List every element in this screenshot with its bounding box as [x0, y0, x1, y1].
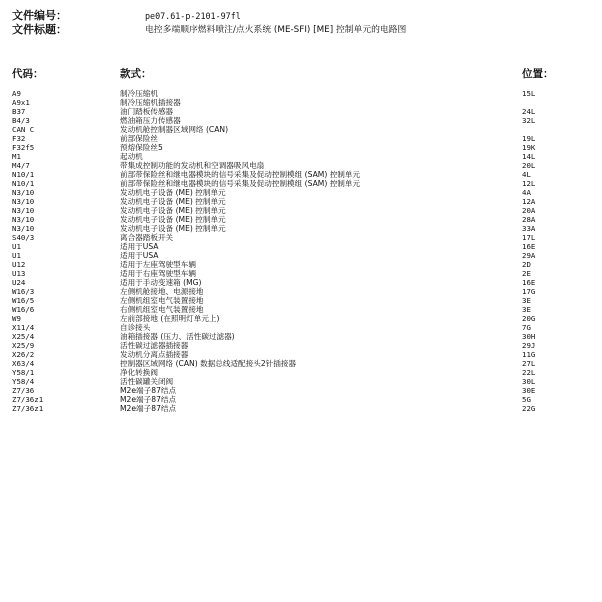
table-row	[0, 359, 602, 368]
row-description: 油箱插接器 (压力、活性碳过滤器)	[120, 332, 235, 341]
doc-title-value: 电控多端顺序燃料喷注/点火系统 (ME-SFI) [ME] 控制单元的电路图	[145, 25, 407, 35]
table-row	[0, 107, 602, 116]
row-position: 33A	[522, 224, 536, 233]
row-code: A9	[12, 89, 21, 98]
row-description: 左侧机组室电气装置接地	[120, 296, 204, 305]
table-row	[0, 233, 602, 242]
table-row	[0, 188, 602, 197]
row-code: S40/3	[12, 233, 35, 242]
row-description: 带集成控制功能的发动机和空调器吸风电扇	[120, 161, 265, 170]
row-description: 起动机	[120, 152, 143, 161]
row-description: M2e端子87结点	[120, 404, 177, 413]
table-row	[0, 260, 602, 269]
row-description: 油门踏板传感器	[120, 107, 174, 116]
row-code: U13	[12, 269, 26, 278]
table-row	[0, 278, 602, 287]
row-position: 2E	[522, 269, 531, 278]
table-row	[0, 350, 602, 359]
row-code: X63/4	[12, 359, 35, 368]
row-code: X25/9	[12, 341, 35, 350]
row-description: 前部带保险丝和继电器模块的信号采集及促动控制模组 (SAM) 控制单元	[120, 170, 361, 179]
row-description: 前部保险丝	[120, 134, 158, 143]
table-row	[0, 395, 602, 404]
row-description: 右侧机组室电气装置接地	[120, 305, 204, 314]
table-row	[0, 170, 602, 179]
row-position: 11G	[522, 350, 536, 359]
row-position: 16E	[522, 242, 536, 251]
row-position: 20G	[522, 314, 536, 323]
row-code: N3/10	[12, 206, 35, 215]
table-row	[0, 332, 602, 341]
table-row	[0, 161, 602, 170]
row-description: 净化转换阀	[120, 368, 158, 377]
table-row	[0, 179, 602, 188]
table-row	[0, 386, 602, 395]
row-description: 制冷压缩机插接器	[120, 98, 181, 107]
row-code: X26/2	[12, 350, 35, 359]
column-header-position: 位置：	[522, 68, 554, 80]
row-position: 2D	[522, 260, 531, 269]
row-position: 17G	[522, 287, 536, 296]
row-position: 4L	[522, 170, 531, 179]
row-description: 发动机电子设备 (ME) 控制单元	[120, 224, 226, 233]
row-position: 27L	[522, 359, 536, 368]
table-row	[0, 341, 602, 350]
row-description: 预熔保险丝5	[120, 143, 163, 152]
row-description: 离合器踏板开关	[120, 233, 174, 242]
table-row	[0, 215, 602, 224]
row-description: 左前部接地 (在照明灯单元上)	[120, 314, 220, 323]
row-position: 32L	[522, 116, 536, 125]
row-description: 发动机电子设备 (ME) 控制单元	[120, 197, 226, 206]
table-row	[0, 197, 602, 206]
row-code: F32f5	[12, 143, 35, 152]
table-row	[0, 152, 602, 161]
row-description: 控制器区域网络 (CAN) 数据总线适配接头2针插接器	[120, 359, 297, 368]
table-row	[0, 98, 602, 107]
row-position: 4A	[522, 188, 531, 197]
row-position: 29J	[522, 341, 536, 350]
row-code: Z7/36	[12, 386, 35, 395]
row-position: 16E	[522, 278, 536, 287]
row-code: CAN C	[12, 125, 35, 134]
row-position: 30H	[522, 332, 536, 341]
row-position: 12A	[522, 197, 536, 206]
table-row	[0, 143, 602, 152]
column-headers	[0, 66, 602, 82]
row-code: N10/1	[12, 179, 35, 188]
table-row	[0, 242, 602, 251]
table-row	[0, 269, 602, 278]
row-position: 22G	[522, 404, 536, 413]
table-row	[0, 404, 602, 413]
row-description: 适用于USA	[120, 251, 159, 260]
table-row	[0, 134, 602, 143]
row-description: M2e端子87结点	[120, 395, 177, 404]
table-row	[0, 224, 602, 233]
row-position: 19K	[522, 143, 536, 152]
row-code: W9	[12, 314, 21, 323]
row-code: B4/3	[12, 116, 30, 125]
row-position: 17L	[522, 233, 536, 242]
row-position: 3E	[522, 296, 531, 305]
row-code: Z7/36z1	[12, 395, 44, 404]
row-description: 发动机电子设备 (ME) 控制单元	[120, 188, 226, 197]
row-description: 左侧机舱接地、电源接地	[120, 287, 204, 296]
doc-number-label: 文件编号：	[12, 9, 67, 22]
row-position: 30E	[522, 386, 536, 395]
component-list	[0, 89, 602, 413]
table-row	[0, 296, 602, 305]
row-code: N3/10	[12, 188, 35, 197]
row-code: Z7/36z1	[12, 404, 44, 413]
row-position: 20L	[522, 161, 536, 170]
row-code: Y58/4	[12, 377, 35, 386]
table-row	[0, 251, 602, 260]
row-code: U1	[12, 251, 21, 260]
row-code: U12	[12, 260, 26, 269]
column-header-code: 代码：	[12, 68, 44, 80]
row-position: 28A	[522, 215, 536, 224]
row-position: 7G	[522, 323, 531, 332]
row-position: 12L	[522, 179, 536, 188]
row-code: N3/10	[12, 224, 35, 233]
table-row	[0, 377, 602, 386]
row-code: U24	[12, 278, 26, 287]
row-code: X25/4	[12, 332, 35, 341]
doc-title-label: 文件标题：	[12, 23, 67, 36]
row-description: 自诊接头	[120, 323, 151, 332]
row-code: X11/4	[12, 323, 35, 332]
row-code: F32	[12, 134, 26, 143]
table-row	[0, 323, 602, 332]
row-position: 15L	[522, 89, 536, 98]
row-position: 3E	[522, 305, 531, 314]
row-code: U1	[12, 242, 21, 251]
table-row	[0, 116, 602, 125]
row-position: 20A	[522, 206, 536, 215]
table-row	[0, 89, 602, 98]
row-description: M2e端子87结点	[120, 386, 177, 395]
row-code: M1	[12, 152, 21, 161]
row-position: 24L	[522, 107, 536, 116]
row-code: A9x1	[12, 98, 30, 107]
row-description: 适用于左座驾驶型车辆	[120, 260, 196, 269]
table-row	[0, 368, 602, 377]
row-description: 制冷压缩机	[120, 89, 158, 98]
row-code: N3/10	[12, 197, 35, 206]
row-description: 燃油箱压力传感器	[120, 116, 181, 125]
table-row	[0, 125, 602, 134]
row-description: 发动机电子设备 (ME) 控制单元	[120, 215, 226, 224]
row-code: W16/3	[12, 287, 35, 296]
table-row	[0, 314, 602, 323]
row-code: W16/5	[12, 296, 35, 305]
table-row	[0, 287, 602, 296]
table-row	[0, 206, 602, 215]
row-description: 发动机舱控制器区域网络 (CAN)	[120, 125, 229, 134]
row-position: 14L	[522, 152, 536, 161]
row-code: W16/6	[12, 305, 35, 314]
row-description: 活性碳过滤器插接器	[120, 341, 189, 350]
table-row	[0, 305, 602, 314]
row-position: 22L	[522, 368, 536, 377]
row-description: 发动机分离点插接器	[120, 350, 189, 359]
column-header-description: 款式：	[120, 68, 152, 80]
row-description: 活性碳罐关闭阀	[120, 377, 174, 386]
row-position: 5G	[522, 395, 531, 404]
row-code: N3/10	[12, 215, 35, 224]
row-code: M4/7	[12, 161, 30, 170]
row-code: Y58/1	[12, 368, 35, 377]
row-description: 适用于手动变速箱 (MG)	[120, 278, 202, 287]
row-code: B37	[12, 107, 26, 116]
doc-number-value: pe07.61-p-2101-97fl	[145, 11, 241, 21]
row-description: 发动机电子设备 (ME) 控制单元	[120, 206, 226, 215]
row-description: 适用于USA	[120, 242, 159, 251]
row-position: 29A	[522, 251, 536, 260]
row-description: 前部带保险丝和继电器模块的信号采集及促动控制模组 (SAM) 控制单元	[120, 179, 361, 188]
row-position: 30L	[522, 377, 536, 386]
row-description: 适用于右座驾驶型车辆	[120, 269, 196, 278]
row-code: N10/1	[12, 170, 35, 179]
row-position: 19L	[522, 134, 536, 143]
